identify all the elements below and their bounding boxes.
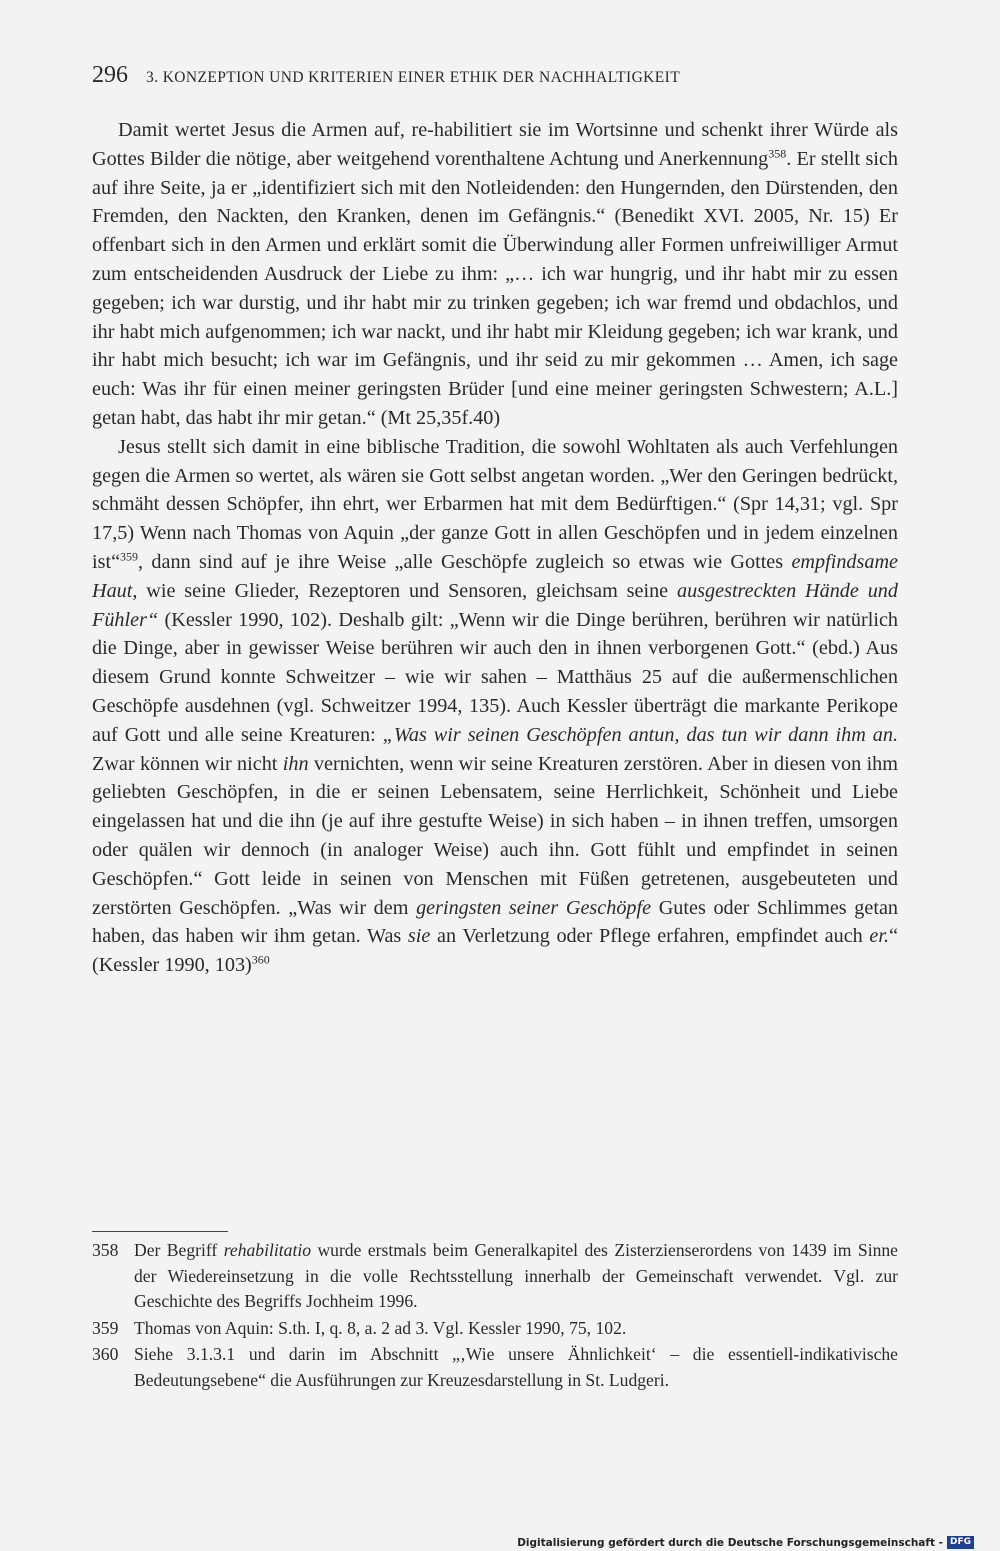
running-head: 3. KONZEPTION UND KRITERIEN EINER ETHIK DER NACHHALTIGKEIT — [146, 69, 681, 86]
page-header — [92, 62, 902, 92]
text-span: wie seine Glieder, Rezeptoren und Sensoren, gleichsam seine — [137, 579, 677, 602]
footnote-text: Thomas von Aquin: S.th. I, q. 8, a. 2 ad 3. Vgl. Kessler 1990, 75, 102. — [134, 1317, 627, 1338]
footnote-number: 358 — [92, 1240, 119, 1260]
footnote-ref-359: 359 — [120, 549, 139, 564]
italic-span: geringsten seiner Geschöpfe — [416, 896, 652, 919]
dfg-logo: DFG — [947, 1536, 974, 1549]
italic-span: ausgestreckten Hände und Fühler“ — [92, 579, 898, 631]
text-span: . Er stellt sich auf ihre Seite, ja er „identifiziert sich mit den Notleidenden: den Hungernden, den Dürstenden, den Fremden, den Nackten, den Kranken, denen im Gefängnis.“ (Benedikt XVI. 2005, Nr. 15) Er offenbart sich in den Armen und erklärt somit die Überwindung aller Formen unfreiwilliger Armut zum entscheidenden Ausdruck der Liebe zu ihm: „… ich war hungrig, und ihr habt mir zu essen gegeben; ich war durstig, und ihr habt mir zu trinken gegeben; ich war fremd und obdachlos, und ihr habt mich aufgenommen; ich war nackt, und ihr habt mir Kleidung gegeben; ich war krank, und ihr habt mich besucht; ich war im Gefängnis, und ihr seid zu mir gekommen … Amen, ich sage euch: Was ihr für einen meiner geringsten Brüder [und eine meiner geringsten Schwestern; A.L.] getan habt, das habt ihr mir getan.“ (Mt 25,35f.40) — [92, 147, 898, 429]
footnote-360 — [92, 1342, 898, 1393]
text-span: Jesus stellt sich damit in eine biblische Tradition, die sowohl Wohltaten als auch Verfehlungen gegen die Armen so wertet, als wären sie Gott selbst angetan worden. „Wer den Geringen bedrückt, schmäht dessen Schöpfer, ihn ehrt, wer Erbarmen hat mit dem Bedürftigen.“ (Spr 14,31; vgl. Spr 17,5) Wenn nach Thomas von Aquin „der ganze Gott in allen Geschöpfen und in jedem einzelnen ist“ — [92, 435, 898, 573]
text-span: Damit wertet Jesus die Armen auf, re-habilitiert sie im Wortsinne und schenkt ihrer Würde als Gottes Bilder die nötige, aber weitgehend vorenthaltene Achtung und Anerkennung — [92, 119, 898, 170]
italic-span: empfindsame Haut, — [92, 550, 898, 602]
text-span: vernichten, wenn wir seine Kreaturen zerstören. Aber in diesen von ihm geliebten Geschöpfen, in die er seinen Lebensatem, seine Herrlichkeit, Schönheit und Liebe eingelassen hat und die ihn (je auf ihre gestufte Weise) in sich haben – in ihnen treffen, umsorgen oder quälen wir dennoch (in analoger Weise) auch ihn. Gott fühlt und empfindet in seinen Geschöpfen.“ Gott leide in seinen von Menschen mit Füßen getretenen, ausgebeuteten und zerstörten Geschöpfen. „Was wir dem — [92, 752, 898, 919]
footnote-text — [134, 1238, 898, 1315]
page-number: 296 — [92, 62, 128, 88]
footnote-separator — [92, 1231, 228, 1232]
italic-span: „Was wir seinen Geschöpfen antun, das tun wir dann ihm an. — [382, 723, 898, 746]
digitization-credit — [517, 1536, 974, 1549]
footnote-359 — [92, 1316, 898, 1342]
text-span: , dann sind auf je ihre Weise „alle Geschöpfe zugleich so etwas wie Gottes — [138, 550, 792, 573]
text-span: “ (Kessler 1990, 103) — [92, 925, 899, 977]
body-text — [92, 116, 898, 980]
footnote-number: 359 — [92, 1317, 119, 1338]
text-span: (Kessler 1990, 102). Deshalb gilt: „Wenn wir die Dinge berühren, berühren wir natürlich die Dinge, aber in gewisser Weise berühren wir auch den in ihnen verborgenen Gott.“ (ebd.) Aus diesem Grund konnte Schweitzer – wie wir sahen – Matthäus 25 auf die außermenschlichen Geschöpfe ausdehnen (vgl. Schweitzer 1994, 135). Auch Kessler überträgt die markante Perikope auf Gott und alle seine Kreaturen: — [92, 608, 898, 746]
paragraph-2 — [92, 433, 898, 980]
footnote-text: Siehe 3.1.3.1 und darin im Abschnitt „‚Wie unsere Ähnlichkeit‘ – die essentiell-indikativische Bedeutungsebene“ die Ausführungen zur Kreuzesdarstellung in St. Ludgeri. — [134, 1344, 898, 1390]
italic-span: er. — [869, 925, 890, 948]
paragraph-1 — [92, 116, 898, 433]
italic-span: ihn — [282, 752, 309, 775]
text-span: Der Begriff — [134, 1240, 224, 1260]
footnote-358 — [92, 1238, 898, 1315]
footnote-number: 360 — [92, 1344, 119, 1364]
credit-text: Digitalisierung gefördert durch die Deutsche Forschungsgemeinschaft - — [517, 1536, 943, 1549]
text-span: Gutes oder Schlimmes getan haben, das haben wir ihm getan. Was — [92, 896, 898, 948]
text-span: an Verletzung oder Pflege erfahren, empfindet auch — [430, 925, 870, 948]
footnote-ref-360: 360 — [251, 952, 270, 967]
italic-span: rehabilitatio — [223, 1240, 312, 1260]
footnotes — [92, 1238, 898, 1394]
footnote-ref-358: 358 — [768, 146, 787, 161]
text-span: Zwar können wir nicht — [92, 752, 283, 775]
italic-span: sie — [407, 925, 431, 948]
text-span: wurde erstmals beim Generalkapitel des Zisterzienserordens von 1439 im Sinne der Wiedereinsetzung in die volle Rechtsstellung innerhalb der Gemeinschaft verwendet. Vgl. zur Geschichte des Begriffs Jochheim 1996. — [134, 1240, 898, 1311]
